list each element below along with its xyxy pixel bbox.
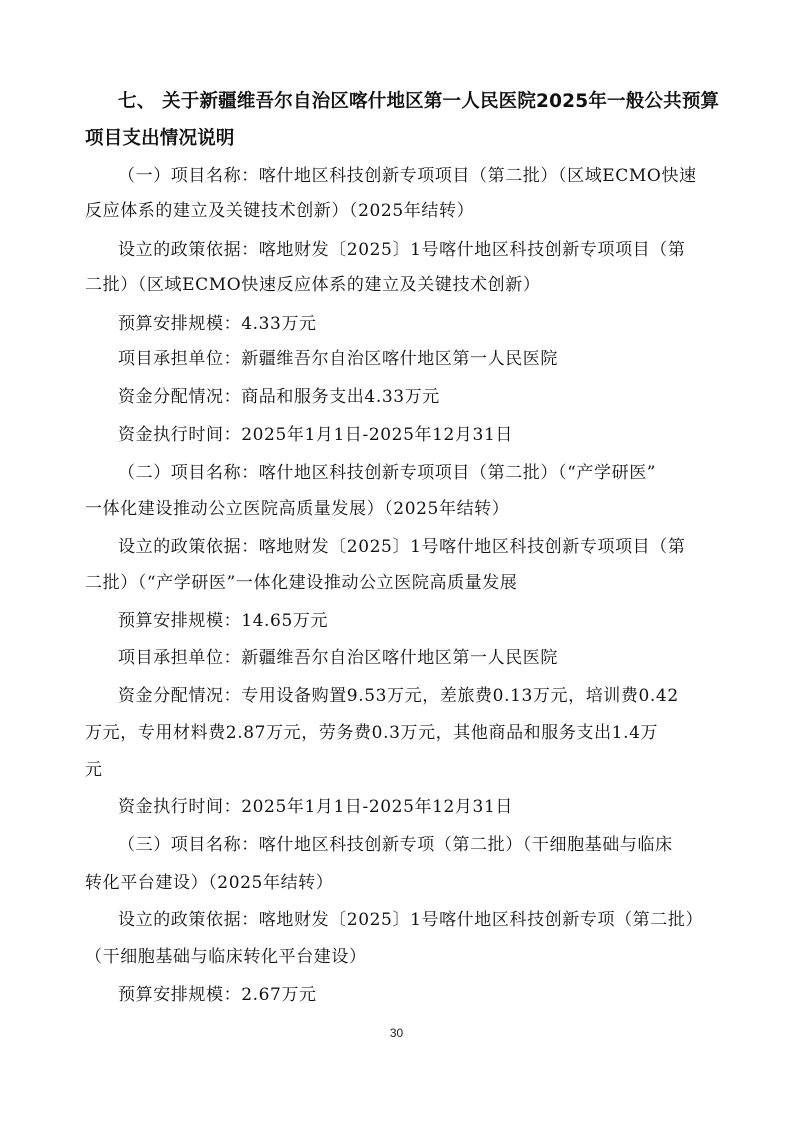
project-2-name-line-2: 一体化建设推动公立医院高质量发展）（2025年结转） [85, 499, 510, 519]
section-heading-line-1: 七、 关于新疆维吾尔自治区喀什地区第一人民医院2025年一般公共预算 [118, 91, 720, 112]
project-2-allocation-line-2: 万元，专用材料费2.87万元，劳务费0.3万元，其他商品和服务支出1.4万 [85, 723, 659, 743]
project-2-name-line-1: （二）项目名称：喀什地区科技创新专项项目（第二批）（“产学研医” [118, 463, 657, 483]
page-number: 30 [389, 1026, 404, 1040]
project-1-name-line-2: 反应体系的建立及关键技术创新）（2025年结转） [85, 201, 475, 221]
project-3-name-line-2: 转化平台建设）（2025年结转） [85, 873, 334, 893]
project-2-allocation-line-1: 资金分配情况：专用设备购置9.53万元，差旅费0.13万元，培训费0.42 [118, 686, 679, 706]
project-2-budget: 预算安排规模：14.65万元 [118, 611, 329, 631]
project-1-policy-line-2: 二批）（区域ECMO快速反应体系的建立及关键技术创新） [85, 275, 541, 295]
project-3-budget: 预算安排规模：2.67万元 [118, 985, 317, 1005]
project-3-policy-line-1: 设立的政策依据：喀地财发〔2025〕1号喀什地区科技创新专项（第二批） [118, 910, 704, 930]
project-2-policy-line-1: 设立的政策依据：喀地财发〔2025〕1号喀什地区科技创新专项项目（第 [118, 537, 686, 557]
project-1-name-line-1: （一）项目名称：喀什地区科技创新专项项目（第二批）（区域ECMO快速 [118, 166, 697, 186]
project-2-execution-time: 资金执行时间：2025年1月1日-2025年12月31日 [118, 797, 513, 817]
project-2-policy-line-2: 二批）（“产学研医”一体化建设推动公立医院高质量发展 [85, 573, 518, 593]
project-3-name-line-1: （三）项目名称：喀什地区科技创新专项（第二批）（干细胞基础与临床 [118, 835, 673, 855]
project-1-execution-time: 资金执行时间：2025年1月1日-2025年12月31日 [118, 425, 513, 445]
project-1-policy-line-1: 设立的政策依据：喀地财发〔2025〕1号喀什地区科技创新专项项目（第 [118, 240, 686, 260]
project-1-allocation: 资金分配情况：商品和服务支出4.33万元 [118, 387, 440, 407]
project-3-policy-line-2: （干细胞基础与临床转化平台建设） [85, 947, 367, 967]
section-heading-line-2: 项目支出情况说明 [85, 128, 235, 149]
project-1-budget: 预算安排规模：4.33万元 [118, 314, 317, 334]
project-2-unit: 项目承担单位：新疆维吾尔自治区喀什地区第一人民医院 [118, 648, 558, 668]
project-2-allocation-line-3: 元 [85, 760, 103, 780]
project-1-unit: 项目承担单位：新疆维吾尔自治区喀什地区第一人民医院 [118, 349, 558, 369]
